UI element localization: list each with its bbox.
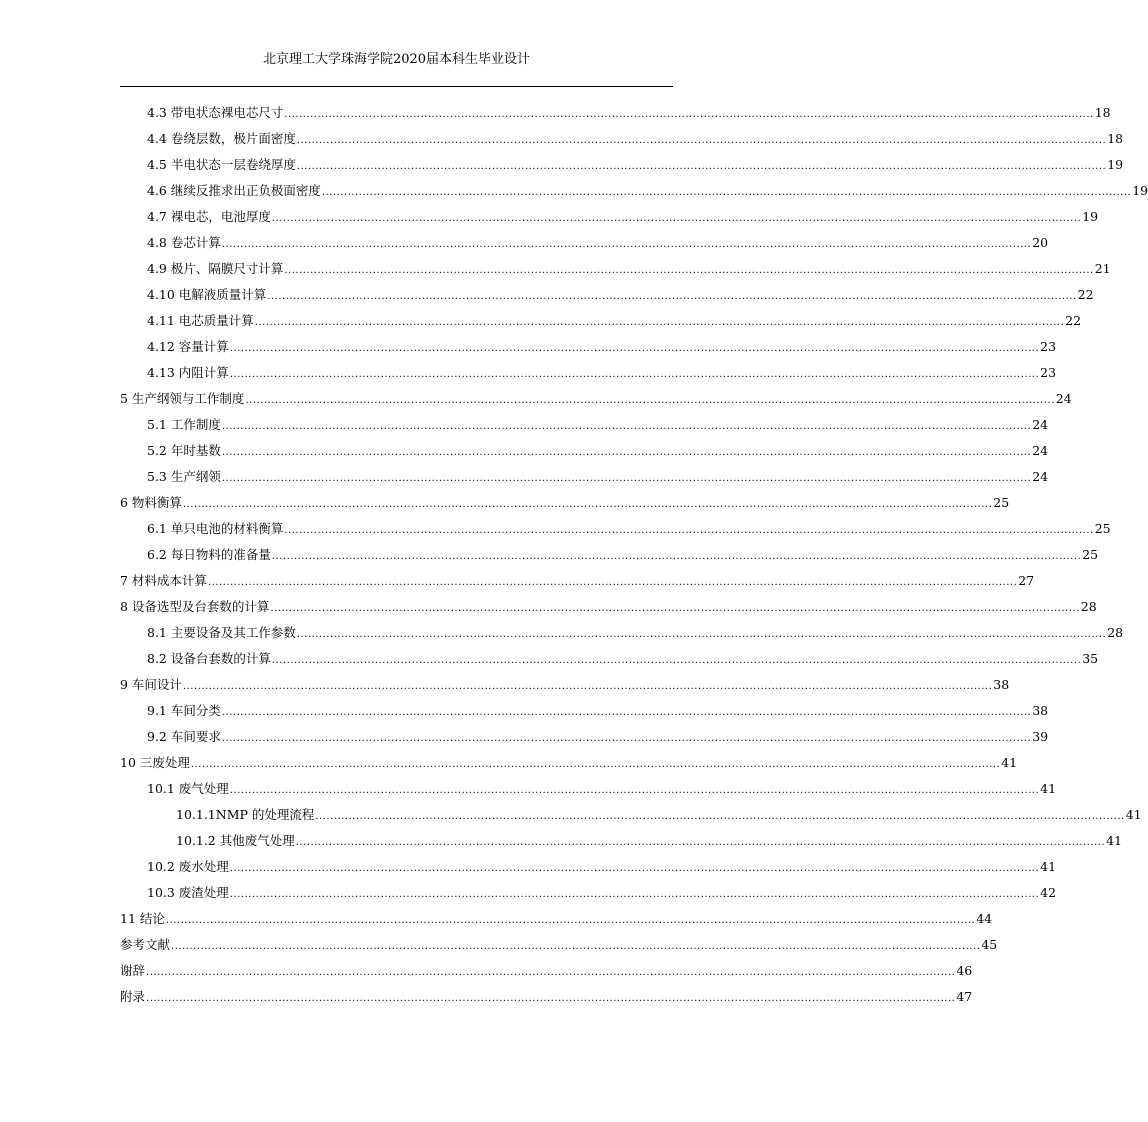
toc-entry-title: 6.2 每日物料的准备量 [147,547,271,562]
toc-entry-page: 25 [1082,547,1099,562]
toc-entry-title: 4.6 继续反推求出正负极面密度 [147,183,321,198]
toc-entry[interactable] [120,462,1049,488]
toc-entry-title: 9.1 车间分类 [147,703,221,718]
toc-dot-leader: ............................................................................................................................................................................................................................ [229,785,1040,796]
toc-entry-page: 24 [1055,391,1072,406]
toc-entry-title: 附录 [120,989,146,1004]
toc-dot-leader: ............................................................................................................................................................................................................................ [284,109,1094,120]
toc-dot-leader: ............................................................................................................................................................................................................................ [267,291,1077,302]
toc-entry[interactable] [120,852,1057,878]
toc-entry-title: 参考文献 [120,937,171,952]
toc-entry-page: 24 [1032,443,1049,458]
toc-dot-leader: ............................................................................................................................................................................................................................ [221,447,1032,458]
toc-dot-leader: ............................................................................................................................................................................................................................ [207,577,1018,588]
toc-entry[interactable] [120,670,1010,696]
toc-entry-page: 41 [1106,833,1122,848]
toc-entry[interactable] [120,228,1049,254]
toc-entry[interactable] [120,514,1111,540]
toc-entry-page: 18 [1107,131,1124,146]
toc-entry[interactable] [120,800,1142,826]
toc-entry-title: 7 材料成本计算 [120,573,207,588]
toc-entry-page: 23 [1040,339,1057,354]
toc-entry[interactable] [120,956,973,982]
toc-dot-leader: ............................................................................................................................................................................................................................ [284,265,1094,276]
toc-dot-leader: ............................................................................................................................................................................................................................ [284,525,1094,536]
toc-dot-leader: ............................................................................................................................................................................................................................ [229,369,1040,380]
toc-entry-page: 22 [1077,287,1094,302]
table-of-contents [120,98,1148,1008]
toc-entry-title: 6 物料衡算 [120,495,182,510]
toc-entry-page: 41 [1001,755,1018,770]
toc-entry-title: 10.2 废水处理 [147,859,229,874]
toc-entry[interactable] [120,358,1057,384]
toc-entry-page: 18 [1094,105,1111,120]
toc-dot-leader: ............................................................................................................................................................................................................................ [190,759,1001,770]
toc-entry[interactable] [120,644,1099,670]
toc-dot-leader: ............................................................................................................................................................................................................................ [296,629,1107,640]
toc-dot-leader: ............................................................................................................................................................................................................................ [296,161,1107,172]
toc-entry-title: 10.1.2 其他废气处理 [176,833,295,848]
toc-dot-leader: ............................................................................................................................................................................................................................ [182,681,993,692]
header-title: 北京理工大学珠海学院2020届本科生毕业设计 [262,52,531,67]
toc-entry-title: 9 车间设计 [120,677,182,692]
toc-dot-leader: ............................................................................................................................................................................................................................ [271,213,1082,224]
toc-dot-leader: ............................................................................................................................................................................................................................ [221,239,1032,250]
toc-entry-title: 8 设备选型及台套数的计算 [120,599,270,614]
toc-entry-title: 4.4 卷绕层数，极片面密度 [147,131,296,146]
toc-entry-page: 24 [1032,417,1049,432]
toc-entry[interactable] [120,566,1035,592]
toc-entry-title: 5 生产纲领与工作制度 [120,391,245,406]
toc-entry[interactable] [120,488,1010,514]
toc-entry[interactable] [120,540,1099,566]
toc-entry[interactable] [120,124,1124,150]
toc-dot-leader: ............................................................................................................................................................................................................................ [171,941,981,952]
toc-entry-page: 41 [1040,781,1057,796]
toc-entry[interactable] [120,748,1018,774]
toc-entry-title: 10.3 废渣处理 [147,885,229,900]
toc-dot-leader: ............................................................................................................................................................................................................................ [254,317,1065,328]
toc-entry-page: 25 [993,495,1010,510]
page-header [120,48,673,72]
toc-entry-page: 38 [1032,703,1049,718]
toc-entry-title: 6.1 单只电池的材料衡算 [147,521,284,536]
toc-entry-title: 9.2 车间要求 [147,729,221,744]
toc-dot-leader: ............................................................................................................................................................................................................................ [315,811,1125,822]
toc-entry[interactable] [120,982,973,1008]
toc-dot-leader: ............................................................................................................................................................................................................................ [229,343,1040,354]
toc-entry-title: 5.3 生产纲领 [147,469,221,484]
toc-entry[interactable] [120,436,1049,462]
toc-dot-leader: ............................................................................................................................................................................................................................ [221,707,1032,718]
toc-dot-leader: ............................................................................................................................................................................................................................ [271,655,1082,666]
toc-entry[interactable] [120,306,1082,332]
toc-entry-page: 28 [1080,599,1097,614]
toc-entry-title: 4.7 裸电芯，电池厚度 [147,209,271,224]
toc-entry-title: 谢辞 [120,963,146,978]
toc-entry[interactable] [120,202,1099,228]
toc-entry-title: 4.13 内阻计算 [147,365,229,380]
toc-entry-page: 27 [1018,573,1035,588]
toc-entry[interactable] [120,280,1094,306]
toc-dot-leader: ............................................................................................................................................................................................................................ [182,499,993,510]
toc-entry-title: 8.2 设备台套数的计算 [147,651,271,666]
toc-dot-leader: ............................................................................................................................................................................................................................ [221,473,1032,484]
toc-entry-page: 44 [976,911,993,926]
toc-entry-title: 5.1 工作制度 [147,417,221,432]
toc-entry[interactable] [120,384,1072,410]
toc-entry-page: 19 [1132,183,1148,198]
toc-entry[interactable] [120,930,998,956]
toc-entry[interactable] [120,722,1049,748]
toc-entry-page: 21 [1094,261,1111,276]
toc-dot-leader: ............................................................................................................................................................................................................................ [221,421,1032,432]
toc-entry-page: 19 [1107,157,1124,172]
toc-entry-title: 4.3 带电状态裸电芯尺寸 [147,105,284,120]
toc-entry-title: 11 结论 [120,911,165,926]
toc-entry-title: 4.8 卷芯计算 [147,235,221,250]
toc-entry[interactable] [120,618,1124,644]
toc-entry-title: 10 三废处理 [120,755,190,770]
toc-entry-page: 47 [956,989,973,1004]
toc-dot-leader: ............................................................................................................................................................................................................................ [271,551,1082,562]
toc-entry[interactable] [120,98,1111,124]
toc-entry-title: 10.1 废气处理 [147,781,229,796]
toc-entry-title: 4.5 半电状态一层卷绕厚度 [147,157,296,172]
toc-entry-page: 28 [1107,625,1124,640]
toc-entry[interactable] [120,774,1057,800]
toc-entry-page: 45 [981,937,998,952]
toc-entry-page: 38 [993,677,1010,692]
toc-entry-page: 41 [1125,807,1142,822]
toc-entry-page: 24 [1032,469,1049,484]
toc-entry-page: 42 [1040,885,1057,900]
toc-dot-leader: ............................................................................................................................................................................................................................ [270,603,1080,614]
toc-dot-leader: ............................................................................................................................................................................................................................ [321,187,1132,198]
toc-dot-leader: ............................................................................................................................................................................................................................ [165,915,976,926]
toc-entry[interactable] [120,696,1049,722]
toc-entry[interactable] [120,254,1111,280]
toc-entry[interactable] [120,332,1057,358]
toc-entry[interactable] [120,592,1097,618]
toc-entry-title: 4.10 电解液质量计算 [147,287,267,302]
toc-dot-leader: ............................................................................................................................................................................................................................ [221,733,1032,744]
toc-dot-leader: ............................................................................................................................................................................................................................ [295,837,1106,848]
header-rule [120,86,673,87]
toc-entry-page: 19 [1082,209,1099,224]
toc-entry-title: 4.11 电芯质量计算 [147,313,254,328]
toc-entry-page: 46 [956,963,973,978]
toc-entry-title: 10.1.1NMP 的处理流程 [176,807,315,822]
toc-entry[interactable] [120,904,993,930]
toc-dot-leader: ............................................................................................................................................................................................................................ [296,135,1107,146]
toc-entry[interactable] [120,410,1049,436]
toc-dot-leader: ............................................................................................................................................................................................................................ [245,395,1055,406]
toc-entry-page: 22 [1065,313,1082,328]
toc-dot-leader: ............................................................................................................................................................................................................................ [146,967,956,978]
toc-dot-leader: ............................................................................................................................................................................................................................ [229,863,1040,874]
toc-entry[interactable] [120,176,1148,202]
toc-entry[interactable] [120,150,1124,176]
toc-entry-page: 41 [1040,859,1057,874]
toc-entry[interactable] [120,878,1057,904]
toc-entry-title: 4.12 容量计算 [147,339,229,354]
toc-dot-leader: ............................................................................................................................................................................................................................ [146,993,956,1004]
toc-entry-page: 20 [1032,235,1049,250]
toc-entry[interactable] [120,826,1122,852]
toc-entry-page: 25 [1094,521,1111,536]
toc-entry-title: 4.9 极片、隔膜尺寸计算 [147,261,284,276]
toc-entry-title: 8.1 主要设备及其工作参数 [147,625,296,640]
toc-entry-page: 35 [1082,651,1099,666]
toc-entry-title: 5.2 年时基数 [147,443,221,458]
toc-entry-page: 39 [1032,729,1049,744]
toc-dot-leader: ............................................................................................................................................................................................................................ [229,889,1040,900]
toc-entry-page: 23 [1040,365,1057,380]
